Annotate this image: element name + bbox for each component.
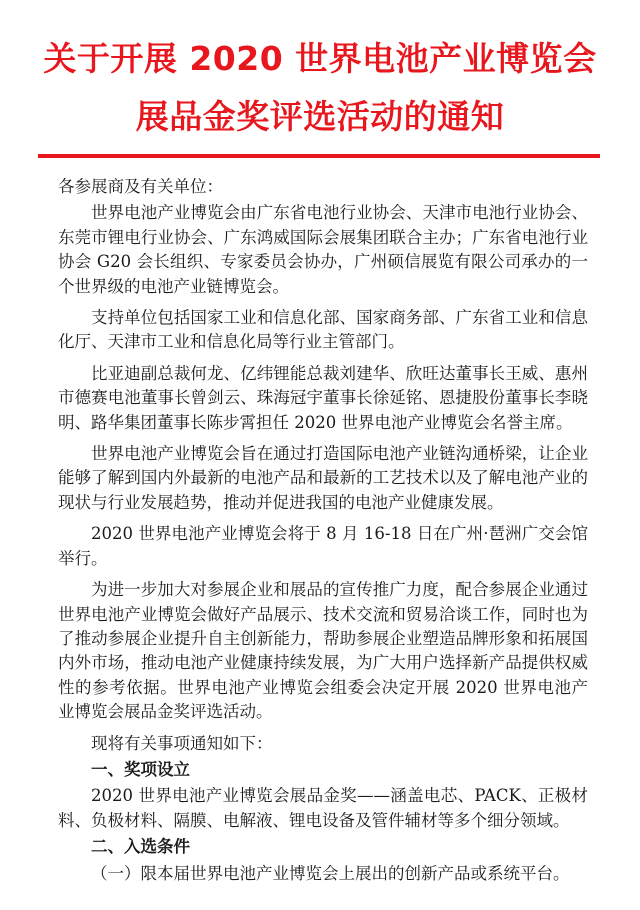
notice-body: [58, 175, 588, 888]
title-line-1: 关于开展 2020 世界电池产业博览会: [43, 39, 597, 78]
paragraph-purpose: 世界电池产业博览会旨在通过打造国际电池产业链沟通桥梁，让企业能够了解到国内外最新的电池产品和最新的工艺技术以及了解电池产业的现状与行业发展趋势，推动并促进我国的电池产业健康发展。: [58, 444, 588, 512]
red-divider-line: [38, 154, 600, 158]
document-title: [0, 30, 640, 146]
criteria-item-1: （一）限本届世界电池产业博览会上展出的创新产品或系统平台。: [91, 863, 570, 883]
paragraph-date-venue: 2020 世界电池产业博览会将于 8 月 16-18 日在广州·琶洲广交会馆举行。: [58, 524, 588, 568]
title-line-2: 展品金奖评选活动的通知: [135, 97, 505, 136]
paragraph-notice-intro: 现将有关事项通知如下：: [91, 733, 273, 753]
section-heading-awards: 一、奖项设立: [91, 759, 190, 779]
salutation: 各参展商及有关单位：: [58, 177, 223, 196]
paragraph-supporters: 支持单位包括国家工业和信息化部、国家商务部、广东省工业和信息化厅、天津市工业和信息化局等行业主管部门。: [58, 308, 588, 352]
paragraph-organizers: 世界电池产业博览会由广东省电池行业协会、天津市电池行业协会、东莞市锂电行业协会、广东鸿威国际会展集团联合主办；广东省电池行业协会 G20 会长组织、专家委员会协办，广州硕信展览有限公司承办的一个世界级的电池产业链博览会。: [58, 203, 588, 296]
paragraph-award-purpose: 为进一步加大对参展企业和展品的宣传推广力度，配合参展企业通过世界电池产业博览会做好产品展示、技术交流和贸易洽谈工作，同时也为了推动参展企业提升自主创新能力，帮助参展企业塑造品牌形象和拓展国内外市场，推动电池产业健康持续发展，为广大用户选择新产品提供权威性的参考依据。世界电池产业博览会组委会决定开展 2020 世界电池产业博览会展品金奖评选活动。: [58, 580, 588, 722]
section-text-awards: 2020 世界电池产业博览会展品金奖——涵盖电芯、PACK、正极材料、负极材料、隔膜、电解液、锂电设备及管件辅材等多个细分领域。: [58, 786, 588, 830]
paragraph-honorary-chairs: 比亚迪副总裁何龙、亿纬锂能总裁刘建华、欣旺达董事长王威、惠州市德赛电池董事长曾剑云、珠海冠宇董事长徐延铭、恩捷股份董事长李晓明、路华集团董事长陈步霄担任 2020 世界电池产业博览会名誉主席。: [58, 363, 588, 432]
section-heading-criteria: 二、入选条件: [91, 837, 190, 857]
